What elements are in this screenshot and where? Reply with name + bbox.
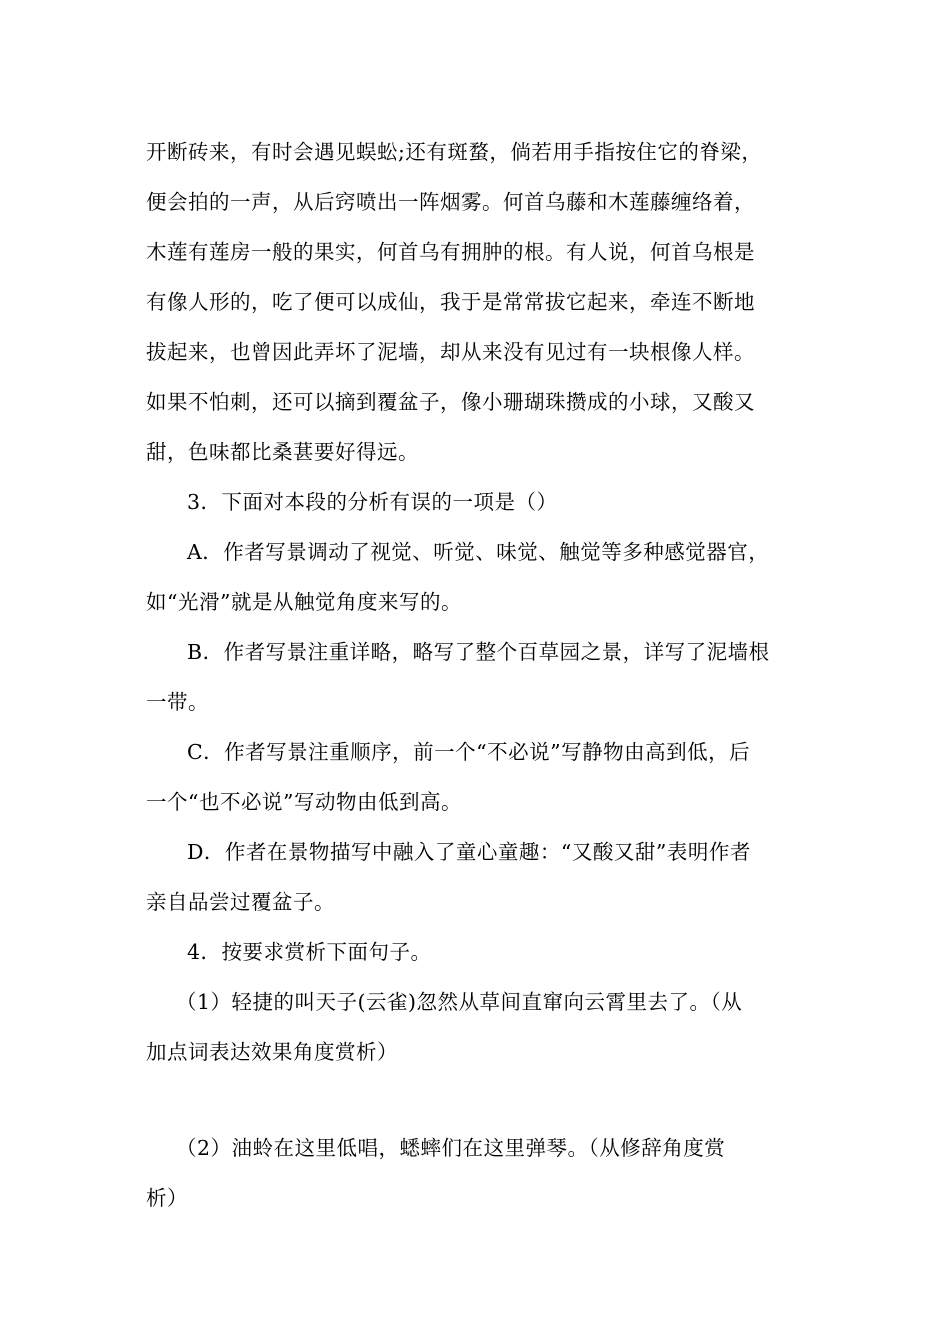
- option-d-line-1: D．作者在景物描写中融入了童心童趣：“又酸又甜”表明作者: [187, 840, 751, 864]
- question-4-sub-2-line-2: 析）: [146, 1186, 188, 1210]
- option-c-line-1: C．作者写景注重顺序，前一个“不必说”写静物由高到低，后: [187, 740, 751, 764]
- passage-line-5: 拔起来，也曾因此弄坏了泥墙，却从来没有见过有一块根像人样。: [146, 340, 755, 364]
- question-4-sub-1-line-2: 加点词表达效果角度赏析）: [146, 1040, 398, 1064]
- passage-line-3: 木莲有莲房一般的果实，何首乌有拥肿的根。有人说，何首乌根是: [146, 240, 755, 264]
- question-4-sub-2-line-1: （2）油蛉在这里低唱，蟋蟀们在这里弹琴。（从修辞角度赏: [176, 1136, 726, 1160]
- option-b-line-1: B．作者写景注重详略，略写了整个百草园之景，详写了泥墙根: [187, 640, 770, 664]
- passage-line-1: 开断砖来，有时会遇见蜈蚣;还有斑蝥，倘若用手指按住它的脊梁，: [146, 140, 763, 164]
- passage-line-6: 如果不怕刺，还可以摘到覆盆子，像小珊瑚珠攒成的小球，又酸又: [146, 390, 755, 414]
- question-3-stem: 3．下面对本段的分析有误的一项是（）: [187, 490, 558, 514]
- passage-line-4: 有像人形的，吃了便可以成仙，我于是常常拔它起来，牵连不断地: [146, 290, 755, 314]
- option-a-line-1: A．作者写景调动了视觉、听觉、味觉、触觉等多种感觉器官，: [187, 540, 770, 564]
- option-b-line-2: 一带。: [146, 690, 209, 714]
- option-a-line-2: 如“光滑”就是从触觉角度来写的。: [146, 590, 462, 614]
- passage-line-7: 甜，色味都比桑葚要好得远。: [146, 440, 419, 464]
- option-c-line-2: 一个“也不必说”写动物由低到高。: [146, 790, 462, 814]
- question-4-stem: 4．按要求赏析下面句子。: [187, 940, 432, 964]
- question-4-sub-1-line-1: （1）轻捷的叫天子(云雀)忽然从草间直窜向云霄里去了。（从: [176, 990, 743, 1014]
- option-d-line-2: 亲自品尝过覆盆子。: [146, 890, 335, 914]
- passage-line-2: 便会拍的一声，从后窍喷出一阵烟雾。何首乌藤和木莲藤缠络着，: [146, 190, 755, 214]
